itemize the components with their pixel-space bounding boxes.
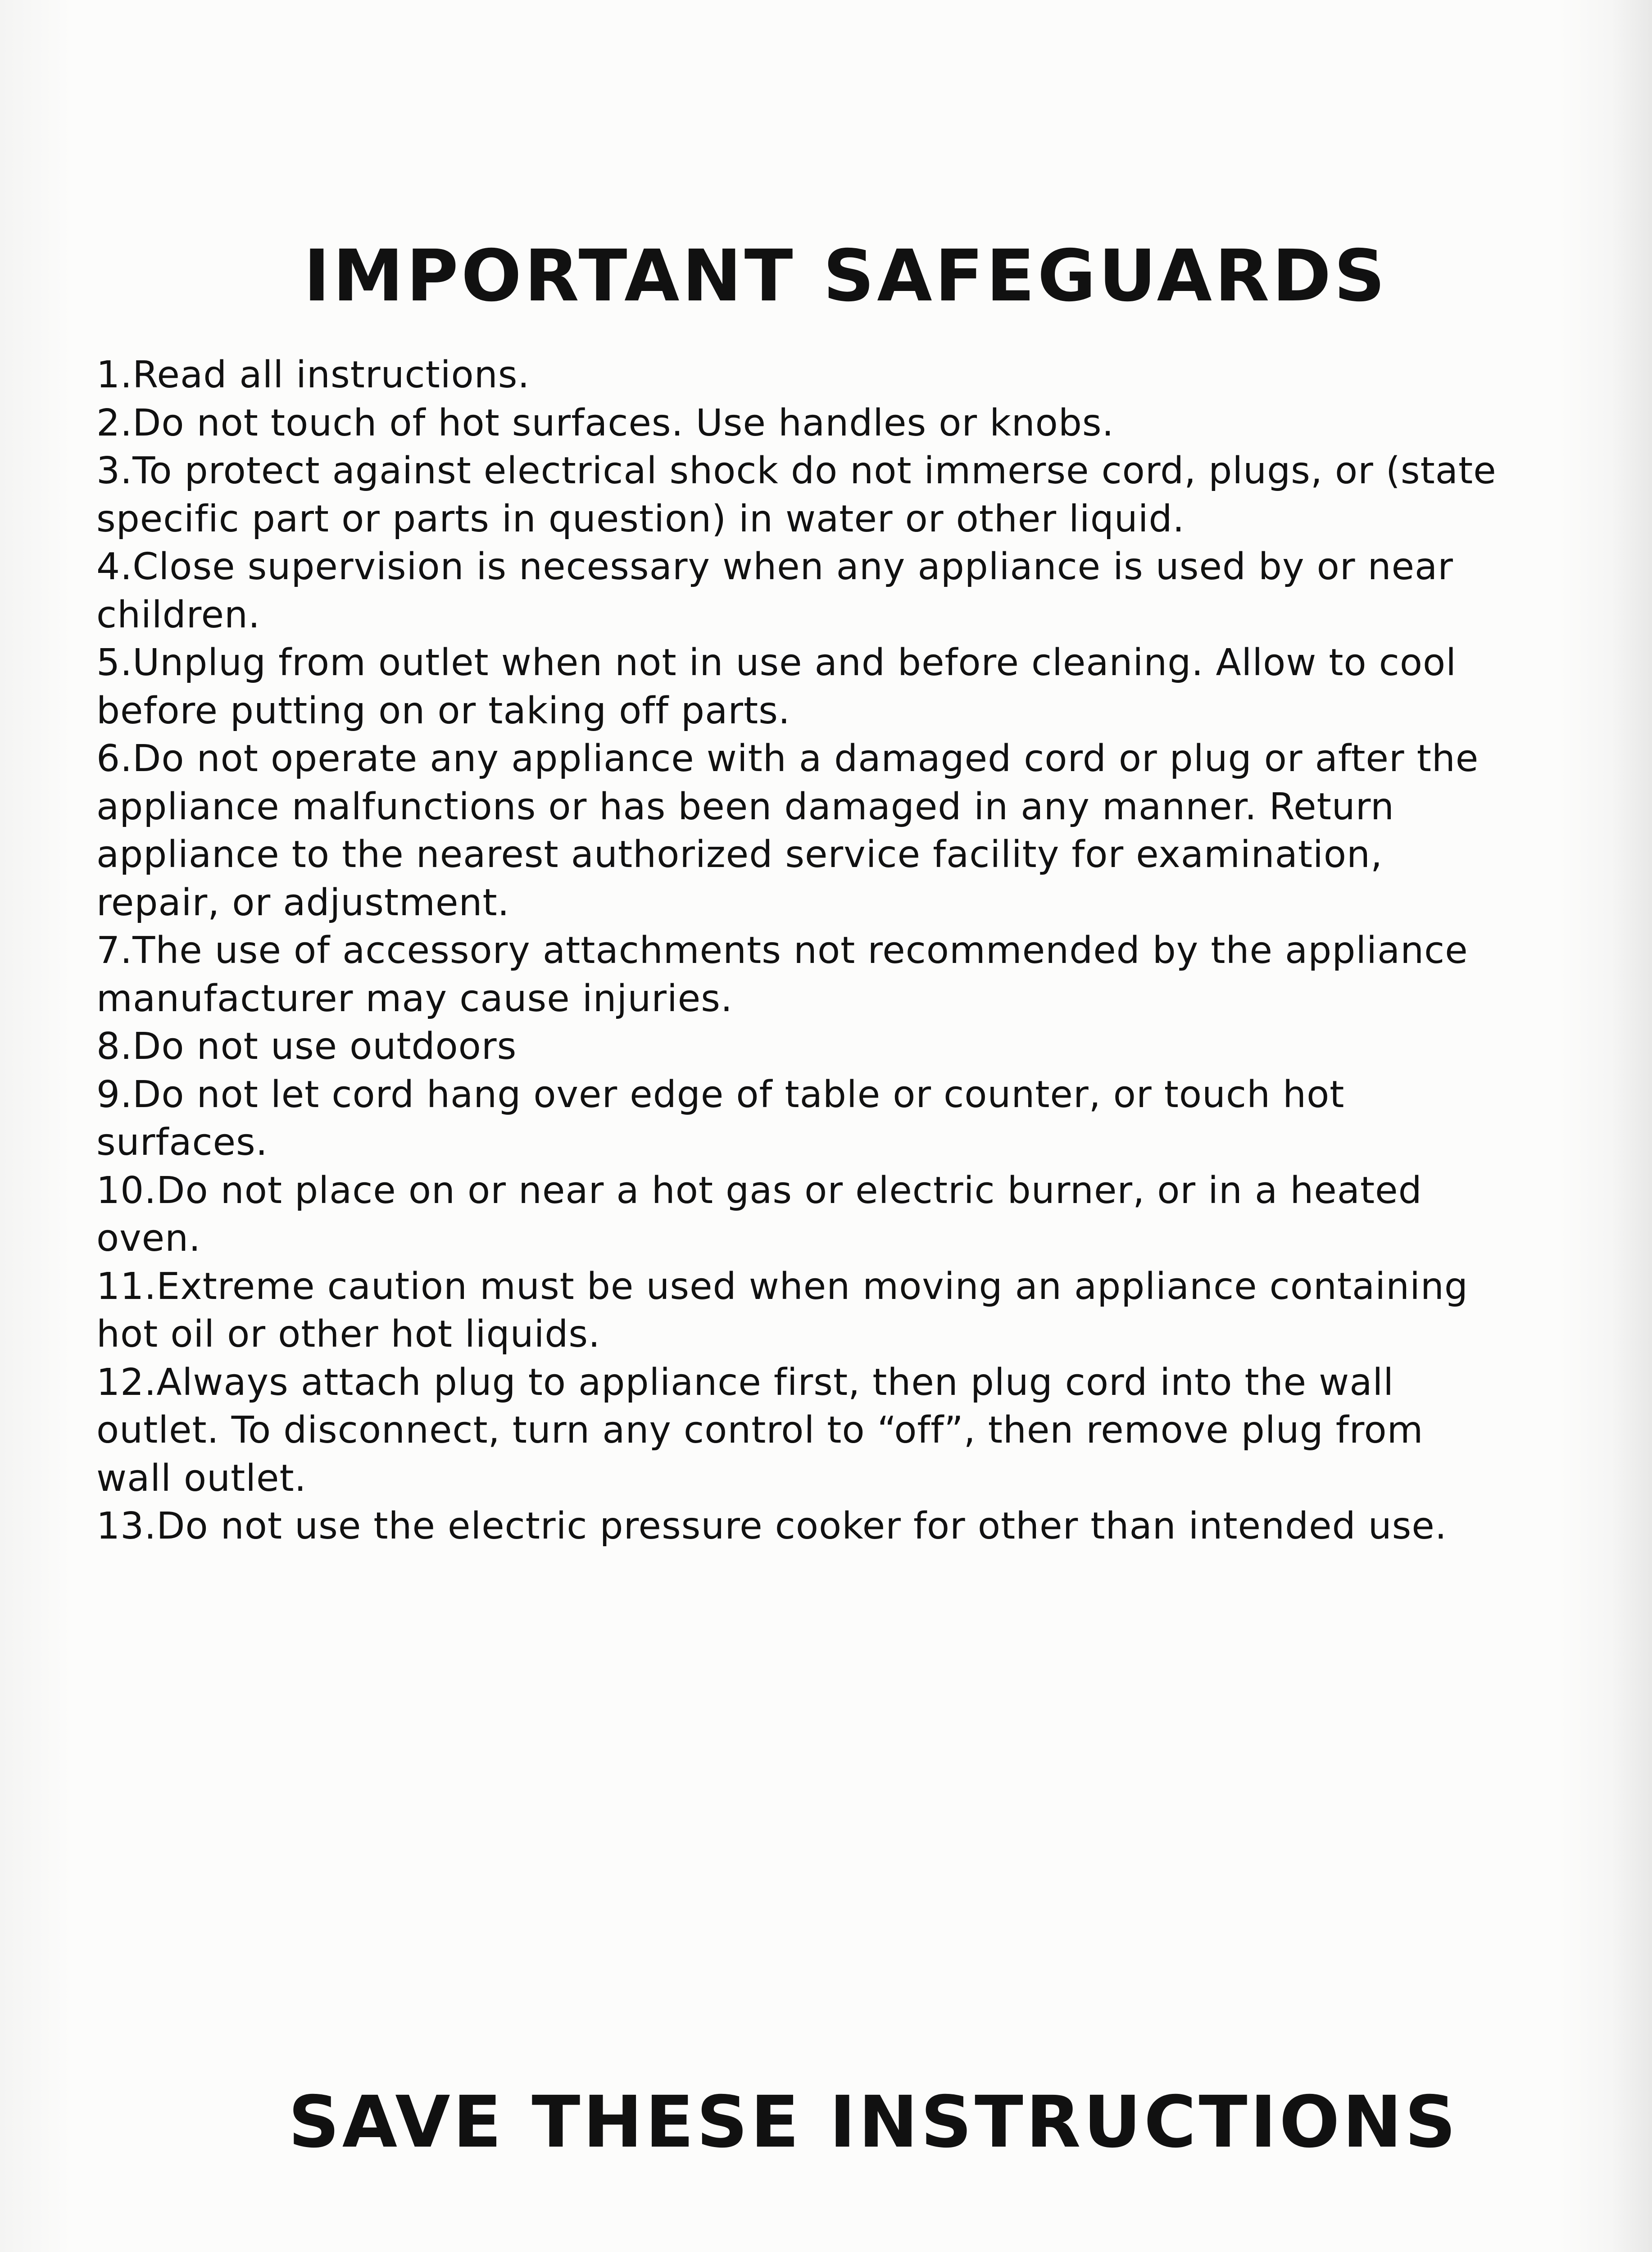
safeguard-item-12: 12.Always attach plug to appliance first, then plug cord into the wall outlet. To disconnect, turn any control to “off”, then remove plug from wall outlet. [96, 1361, 1424, 1500]
important-safeguards-title: IMPORTANT SAFEGUARDS [304, 234, 1388, 318]
safeguard-item-3: 3.To protect against electrical shock do not immerse cord, plugs, or (state specific part or parts in question) in water or other liquid. [96, 449, 1497, 540]
page-edge-shadow [1611, 0, 1652, 2252]
safeguard-item-13: 13.Do not use the electric pressure cooker for other than intended use. [96, 1505, 1447, 1548]
safeguard-item-11: 11.Extreme caution must be used when moving an appliance containing hot oil or other hot liquids. [96, 1265, 1468, 1356]
safeguard-item-8: 8.Do not use outdoors [96, 1025, 517, 1068]
safeguard-item-4: 4.Close supervision is necessary when any appliance is used by or near children. [96, 545, 1453, 636]
safeguard-item-2: 2.Do not touch of hot surfaces. Use handles or knobs. [96, 401, 1114, 445]
safeguard-item-9: 9.Do not let cord hang over edge of table or counter, or touch hot surfaces. [96, 1073, 1345, 1164]
save-instructions-title: SAVE THESE INSTRUCTIONS [288, 2081, 1459, 2164]
safeguard-item-7: 7.The use of accessory attachments not recommended by the appliance manufacturer may cause injuries. [96, 929, 1468, 1020]
safeguard-item-6: 6.Do not operate any appliance with a damaged cord or plug or after the appliance malfunctions or has been damaged in any manner. Return appliance to the nearest authorized service facility for examination, repair, or adjustment. [96, 737, 1479, 924]
safeguard-item-1: 1.Read all instructions. [96, 354, 530, 396]
safeguards-list [96, 351, 1502, 1551]
safeguard-item-10: 10.Do not place on or near a hot gas or electric burner, or in a heated oven. [96, 1169, 1422, 1260]
safeguard-item-5: 5.Unplug from outlet when not in use and before cleaning. Allow to cool before putting on or taking off parts. [96, 641, 1457, 732]
